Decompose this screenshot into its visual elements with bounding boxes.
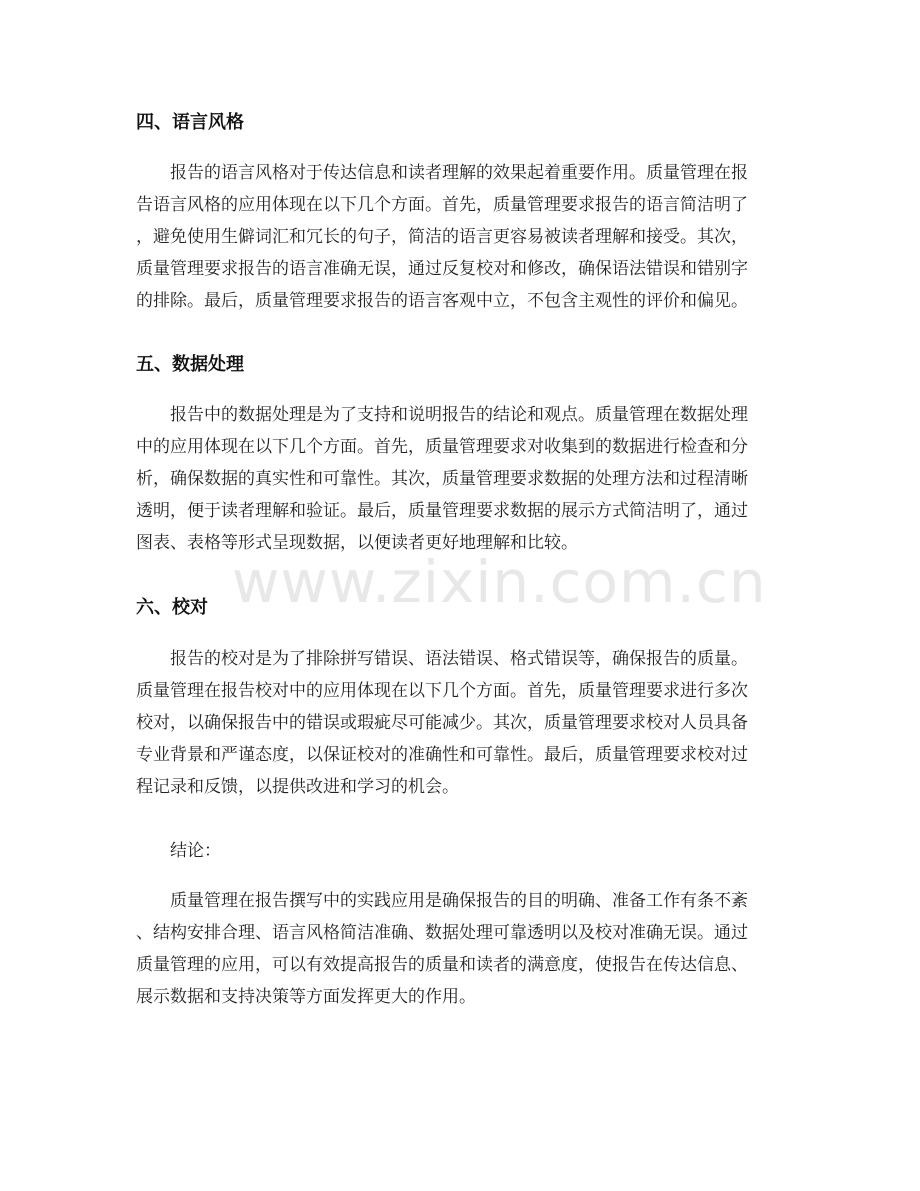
paragraph-line: 、结构安排合理、语言风格简洁准确、数据处理可靠透明以及校对准确无误。通过 xyxy=(136,923,748,943)
paragraph-line: 透明，便于读者理解和验证。最后，质量管理要求数据的展示方式简洁明了，通过 xyxy=(136,501,748,521)
paragraph-line: ，避免使用生僻词汇和冗长的句子，简洁的语言更容易被读者理解和接受。其次， xyxy=(136,227,748,247)
section-heading-data-processing: 五、数据处理 xyxy=(136,354,244,375)
paragraph-line: 质量管理的应用，可以有效提高报告的质量和读者的满意度，使报告在传达信息、 xyxy=(136,955,748,975)
paragraph-line: 中的应用体现在以下几个方面。首先，质量管理要求对收集到的数据进行检查和分 xyxy=(136,437,748,457)
paragraph-line: 展示数据和支持决策等方面发挥更大的作用。 xyxy=(136,987,476,1007)
paragraph-line: 程记录和反馈，以提供改进和学习的机会。 xyxy=(136,777,459,797)
paragraph-line: 校对，以确保报告中的错误或瑕疵尽可能减少。其次，质量管理要求校对人员具备 xyxy=(136,713,748,733)
paragraph-line: 专业背景和严谨态度，以保证校对的准确性和可靠性。最后，质量管理要求校对过 xyxy=(136,745,748,765)
section-heading-language-style: 四、语言风格 xyxy=(136,112,244,133)
paragraph-line: 质量管理要求报告的语言准确无误，通过反复校对和修改，确保语法错误和错别字 xyxy=(136,259,748,279)
conclusion-label: 结论： xyxy=(170,841,221,861)
watermark: www.zixin.com.cn xyxy=(232,548,767,616)
paragraph-line: 报告的校对是为了排除拼写错误、语法错误、格式错误等，确保报告的质量。 xyxy=(170,649,748,669)
paragraph-line: 告语言风格的应用体现在以下几个方面。首先，质量管理要求报告的语言简洁明了 xyxy=(136,195,748,215)
paragraph-line: 报告中的数据处理是为了支持和说明报告的结论和观点。质量管理在数据处理 xyxy=(170,405,748,425)
paragraph-line: 质量管理在报告校对中的应用体现在以下几个方面。首先，质量管理要求进行多次 xyxy=(136,681,748,701)
paragraph-line: 的排除。最后，质量管理要求报告的语言客观中立，不包含主观性的评价和偏见。 xyxy=(136,291,748,311)
section-heading-proofreading: 六、校对 xyxy=(136,597,208,618)
paragraph-line: 析，确保数据的真实性和可靠性。其次，质量管理要求数据的处理方法和过程清晰 xyxy=(136,469,748,489)
paragraph-line: 图表、表格等形式呈现数据，以便读者更好地理解和比较。 xyxy=(136,533,578,553)
paragraph-line: 报告的语言风格对于传达信息和读者理解的效果起着重要作用。质量管理在报 xyxy=(170,163,748,183)
paragraph-line: 质量管理在报告撰写中的实践应用是确保报告的目的明确、准备工作有条不紊 xyxy=(170,891,748,911)
